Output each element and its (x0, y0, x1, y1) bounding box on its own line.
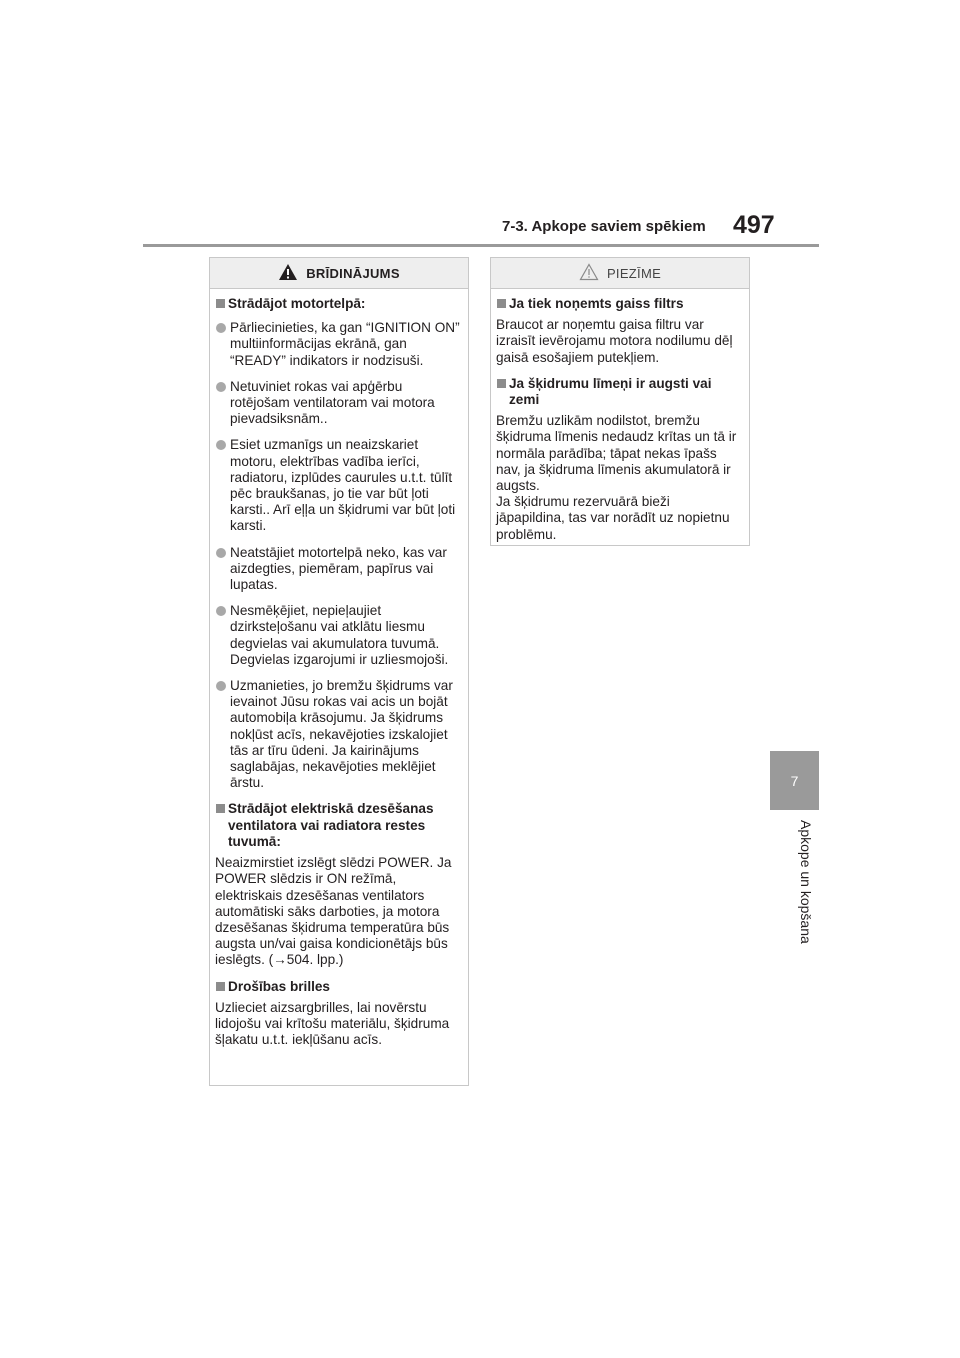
warning-triangle-filled-icon (278, 263, 298, 284)
section-heading: Ja tiek noņemts gaiss filtrs (496, 296, 741, 312)
list-item: Uzmanieties, jo bremžu šķidrums var ievainot Jūsu rokas vai acis un bojāt automobiļa krāsojumu. Ja šķidrums nokļūst acīs, nekavējoties izskalojiet tās ar tīru ūdeni. Ja kairinājums saglabājas, nekavējoties meklējiet ārstu. (215, 678, 460, 791)
list-item: Neatstājiet motortelpā neko, kas var aizdegties, piemēram, papīrus vai lupatas. (215, 545, 460, 594)
section-heading: Strādājot motortelpā: (215, 296, 460, 312)
section-heading: Ja šķidrumu līmeņi ir augsti vai zemi (496, 376, 741, 408)
section-text: Uzlieciet aizsargbrilles, lai novērstu lidojošu vai krītošu materiālu, šķidruma šļakatu u.t.t. iekļūšanu acīs. (215, 999, 450, 1048)
section-text: Braucot ar noņemtu gaisa filtru var izraisīt ievērojamu motora nodilumu dēļ gaisā esošajiem putekļiem. (496, 317, 733, 365)
list-item: Netuviniet rokas vai apģērbu rotējošam ventilatoram vai motora pievadsiksnām.. (215, 379, 460, 428)
section-text (215, 855, 460, 968)
paragraph-text: Neaizmirstiet izslēgt slēdzi POWER. Ja POWER slēdzis ir ON režīmā, elektriskais dzesēšanas ventilators automātiski sāks darboties, ja motora dzesēšanas šķidruma temperatūra būs augsta un/vai gaisa kondicionētājs būs ieslēgts. ( (215, 855, 452, 968)
note-title: PIEZĪME (606, 265, 662, 281)
warning-header (210, 258, 468, 289)
note-header (491, 258, 749, 289)
chapter-label: Apkope un kopšana (798, 820, 814, 944)
list-item: Nesmēķējiet, nepieļaujiet dzirksteļošanu vai atklātu liesmu degvielas vai akumulatora tuvumā. Degvielas izgarojumi ir uzliesmojoši. (215, 603, 460, 668)
reference-arrow: → (273, 952, 287, 968)
note-body (491, 289, 749, 549)
warning-title: BRĪDINĀJUMS (306, 265, 400, 281)
warning-body (210, 289, 468, 1054)
page-number: 497 (733, 211, 775, 239)
section-text: Ja šķidrumu rezervuārā bieži jāpapildina, tas var norādīt uz nopietnu problēmu. (496, 494, 730, 542)
chapter-tab (770, 751, 819, 810)
chapter-number: 7 (790, 772, 799, 789)
header-divider (143, 244, 819, 247)
page-reference: 504. lpp.) (286, 952, 344, 968)
warning-box (209, 257, 469, 1086)
section-title: 7-3. Apkope saviem spēkiem (502, 218, 706, 235)
warning-triangle-outline-icon (579, 263, 599, 284)
list-item: Esiet uzmanīgs un neaizskariet motoru, elektrības vadība ierīci, radiatoru, izplūdes caurules u.t.t. tūlīt pēc braukšanas, jo tie var būt ļoti karsti.. Arī eļļa un šķidrumi var būt ļoti karsti. (215, 437, 460, 534)
section-text: Bremžu uzlikām nodilstot, bremžu šķidruma līmenis nedaudz krītas un tā ir normāla parādība; tāpat nekas īpašs nav, ja šķidruma līmenis akumulatorā ir augsts. (496, 413, 737, 494)
section-heading: Strādājot elektriskā dzesēšanas ventilatora vai radiatora restes tuvumā: (215, 801, 460, 850)
list-item: Pārliecinieties, ka gan “IGNITION ON” multiinformācijas ekrānā, gan “READY” indikators ir nodzisuši. (215, 320, 460, 369)
note-box (490, 257, 750, 546)
section-heading: Drošības brilles (215, 979, 460, 995)
